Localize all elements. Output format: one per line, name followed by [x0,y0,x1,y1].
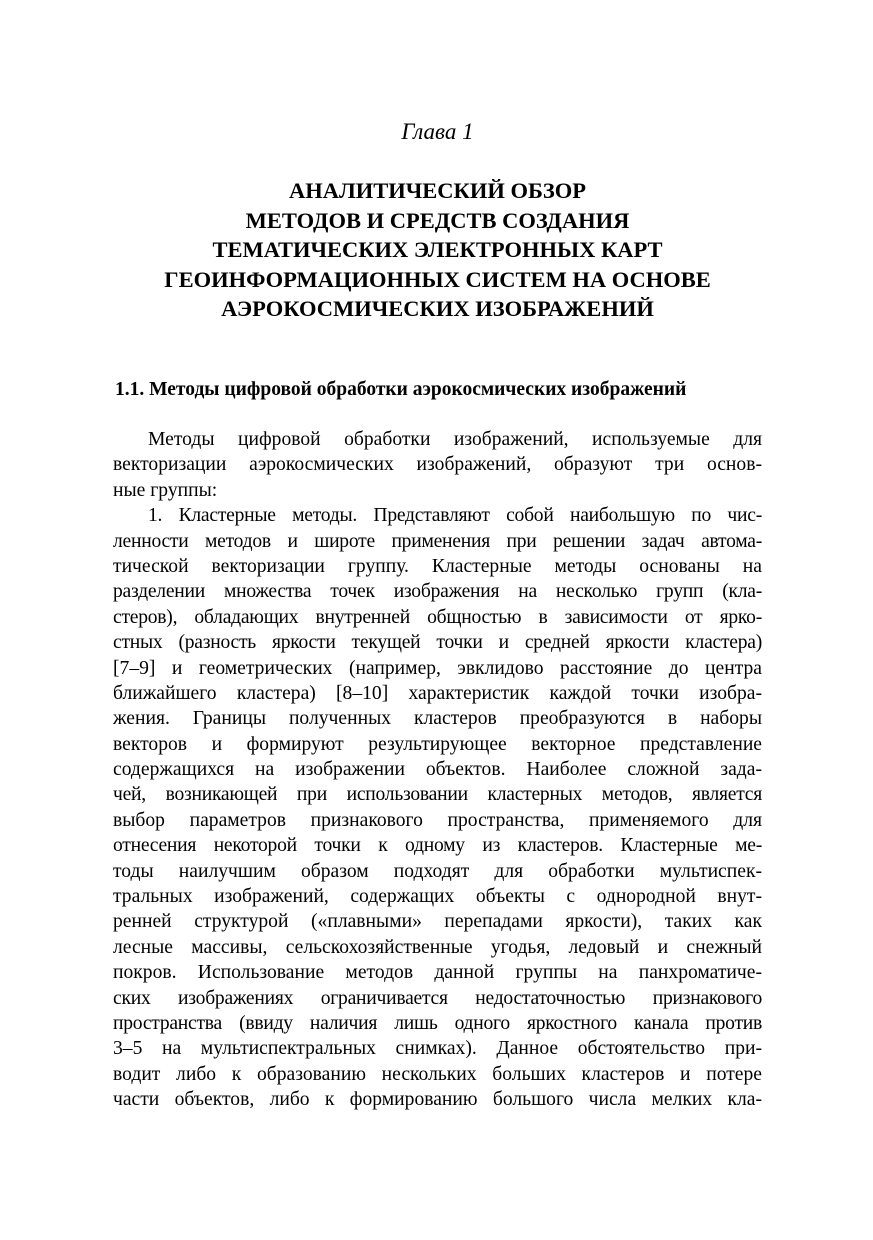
paragraph-line: 1. Кластерные методы. Представляют собой наибольшую по чис- [148,505,762,527]
paragraph-line: ренней структурой («плавными» перепадами яркости), таких как [113,911,762,933]
paragraph-line: ближайшего кластера) [8–10] характеристик каждой точки изобра- [113,682,762,704]
paragraph-line: пространства (ввиду наличия лишь одного яркостного канала против [113,1012,762,1034]
body-text [113,427,762,1113]
paragraph-line: водит либо к образованию нескольких больших кластеров и потере [113,1063,762,1085]
paragraph-line: чей, возникающей при использовании кластерных методов, является [113,784,762,806]
paragraph-line: ленности методов и широте применения при решении задач автома- [113,530,762,552]
paragraph-line: ских изображениях ограничивается недостаточностью признакового [113,987,762,1009]
chapter-title-line: МЕТОДОВ И СРЕДСТВ СОЗДАНИЯ [245,207,630,233]
paragraph-line: Методы цифровой обработки изображений, используемые для [148,429,762,450]
paragraph-line: разделении множества точек изображения на несколько групп (кла- [113,581,762,603]
paragraph-line: стеров), обладающих внутренней общностью в зависимости от ярко- [113,606,762,628]
paragraph-line: [7–9] и геометрических (например, эвклидово расстояние до центра [113,657,762,679]
paragraph-line: 3–5 на мультиспектральных снимках). Данное обстоятельство при- [113,1038,762,1060]
paragraph-line: тоды наилучшим образом подходят для обработки мультиспек- [113,860,762,882]
paragraph-line: тической векторизации группу. Кластерные методы основаны на [113,555,762,577]
paragraph-line: лесные массивы, сельскохозяйственные угодья, ледовый и снежный [113,936,762,958]
chapter-title-line: АНАЛИТИЧЕСКИЙ ОБЗОР [289,178,586,203]
chapter-title-line: ТЕМАТИЧЕСКИХ ЭЛЕКТРОННЫХ КАРТ [212,237,663,262]
chapter-title-line: АЭРОКОСМИЧЕСКИХ ИЗОБРАЖЕНИЙ [221,296,654,321]
paragraph-line: жения. Границы полученных кластеров преобразуются в наборы [113,708,762,730]
paragraph-line: части объектов, либо к формированию большого числа мелких кла- [113,1089,762,1111]
paragraph-line: ные группы: [113,479,218,501]
paragraph-line: векторов и формируют результирующее векторное представление [113,733,762,755]
chapter-title-line: ГЕОИНФОРМАЦИОННЫХ СИСТЕМ НА ОСНОВЕ [164,266,711,292]
paragraph-line: стных (разность яркости текущей точки и средней яркости кластера) [113,632,762,654]
paragraph-line: покров. Использование методов данной группы на панхроматиче- [113,962,762,984]
paragraph-line: содержащихся на изображении объектов. Наиболее сложной зада- [113,759,762,781]
chapter-label: Глава 1 [401,119,474,144]
paragraph-line: выбор параметров признакового пространства, применяемого для [113,809,762,831]
section-title: 1.1. Методы цифровой обработки аэрокосмических изображений [115,379,687,400]
paragraph-line: векторизации аэрокосмических изображений, образуют три основ- [113,454,762,476]
paragraph-line: отнесения некоторой точки к одному из кластеров. Кластерные ме- [113,835,762,857]
paragraph-line: тральных изображений, содержащих объекты с однородной внут- [113,886,762,908]
chapter-title [103,176,772,324]
